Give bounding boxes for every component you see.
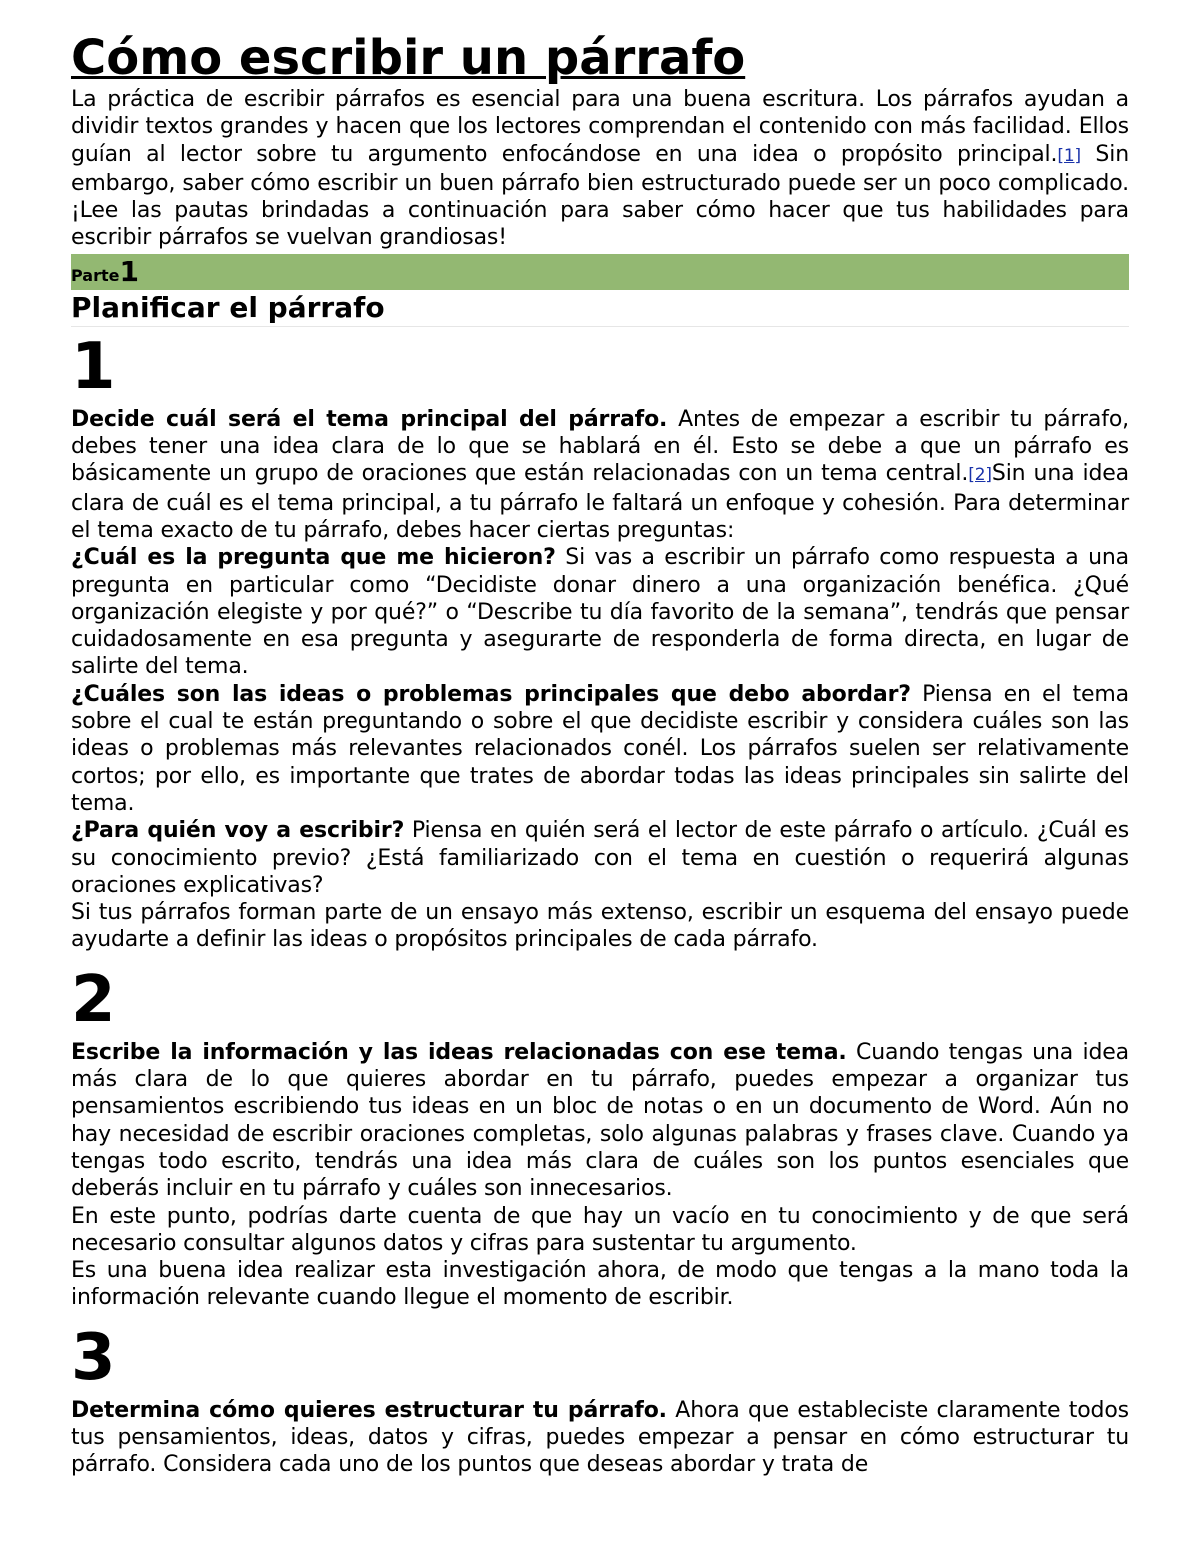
step-2-paragraph (71, 1039, 1129, 1203)
item-question: ¿Cuál es la pregunta que me hicieron? (71, 545, 556, 571)
step-1-text-b: Sin una idea clara de cuál es el tema principal, a tu párrafo le faltará un enfoque y cohesión. Para determinar el tema exacto de tu párrafo, debes hacer ciertas preguntas: (71, 461, 1129, 543)
step-2-extra-2: Es una buena idea realizar esta investigación ahora, de modo que tengas a la mano toda la información relevante cuando llegue el momento de escribir. (71, 1258, 1129, 1311)
part-label: Parte (71, 265, 120, 285)
section-title: Planificar el párrafo (71, 290, 1129, 327)
step-3-heading: Determina cómo quieres estructurar tu párrafo. (71, 1397, 667, 1423)
step-1-paragraph (71, 406, 1129, 544)
page-title: Cómo escribir un párrafo (71, 30, 746, 86)
reference-link-1[interactable]: [1] (1057, 145, 1081, 166)
step-1-item-1 (71, 544, 1129, 680)
step-3-text: Ahora que estableciste claramente todos tus pensamientos, ideas, datos y cifras, puedes empezar a pensar en cómo estructurar tu párrafo. Considera cada uno de los puntos que deseas abordar y trata de (71, 1397, 1129, 1478)
step-number-3: 3 (71, 1320, 116, 1395)
step-1-item-3 (71, 817, 1129, 899)
intro-text-b: Sin embargo, saber cómo escribir un buen párrafo bien estructurado puede ser un poco complicado. ¡Lee las pautas brindadas a continuación para saber cómo hacer que tus habilidades para escribir párrafos se vuelvan grandiosas! (71, 141, 1129, 251)
part-banner (71, 254, 1129, 290)
step-1-heading: Decide cuál será el tema principal del párrafo. (71, 406, 668, 432)
step-2-text: Cuando tengas una idea más clara de lo que quieres abordar en tu párrafo, puedes empezar a organizar tus pensamientos escribiendo tus ideas en un bloc de notas o en un documento de Word. Aún no hay necesidad de escribir oraciones completas, solo algunas palabras y frases clave. Cuando ya tengas todo escrito, tendrás una idea más clara de cuáles son los puntos esenciales que deberás incluir en tu párrafo y cuáles son innecesarios. (71, 1039, 1129, 1202)
step-1-extra: Si tus párrafos forman parte de un ensayo más extenso, escribir un esquema del ensayo puede ayudarte a definir las ideas o propósitos principales de cada párrafo. (71, 900, 1129, 953)
step-2-heading: Escribe la información y las ideas relacionadas con ese tema. (71, 1039, 847, 1065)
item-text: Si vas a escribir un párrafo como respuesta a una pregunta en particular como “Decidiste donar dinero a una organización benéfica. ¿Qué organización elegiste y por qué?” o “Describe tu día favorito de la semana”, tendrás que pensar cuidadosamente en esa pregunta y asegurarte de responderla de forma directa, en lugar de salirte del tema. (71, 545, 1129, 680)
part-number: 1 (119, 254, 139, 288)
step-number-2: 2 (71, 962, 116, 1037)
step-3-paragraph (71, 1397, 1129, 1479)
step-1-item-2 (71, 681, 1129, 817)
step-1-text-a: Antes de empezar a escribir tu párrafo, debes tener una idea clara de lo que se hablará en él. Esto se debe a que un párrafo es básicamente un grupo de oraciones que están relacionadas con un tema central. (71, 406, 1129, 487)
item-question: ¿Cuáles son las ideas o problemas principales que debo abordar? (71, 681, 911, 707)
item-text: Piensa en el tema sobre el cual te están preguntando o sobre el que decidiste escribir y considera cuáles son las ideas o problemas más relevantes relacionados conél. Los párrafos suelen ser relativamente cortos; por ello, es importante que trates de abordar todas las ideas principales sin salirte del tema. (71, 681, 1129, 816)
item-text: Piensa en quién será el lector de este párrafo o artículo. ¿Cuál es su conocimiento previo? ¿Está familiarizado con el tema en cuestión o requerirá algunas oraciones explicativas? (71, 818, 1130, 898)
intro-text-a: La práctica de escribir párrafos es esencial para una buena escritura. Los párrafos ayudan a dividir textos grandes y hacen que los lectores comprendan el contenido con más facilidad. Ellos guían al lector sobre tu argumento enfocándose en una idea o propósito principal. (71, 87, 1129, 167)
step-2-extra-1: En este punto, podrías darte cuenta de que hay un vacío en tu conocimiento y de que será necesario consultar algunos datos y cifras para sustentar tu argumento. (71, 1203, 1129, 1256)
intro-paragraph (71, 86, 1129, 252)
reference-link-2[interactable]: [2] (968, 465, 992, 486)
item-question: ¿Para quién voy a escribir? (71, 818, 405, 844)
step-number-1: 1 (71, 329, 116, 404)
